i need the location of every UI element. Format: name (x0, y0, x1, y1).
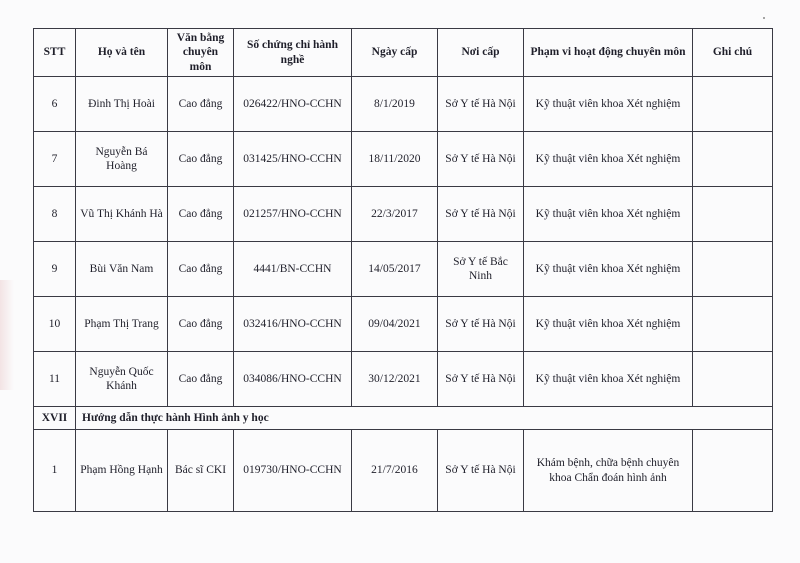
table-row (34, 187, 773, 242)
cell-name: Phạm Thị Trang (76, 297, 168, 352)
cell-place: Sở Y tế Hà Nội (438, 132, 524, 187)
cell-place: Sở Y tế Hà Nội (438, 352, 524, 407)
table-row (34, 77, 773, 132)
cell-note (693, 242, 773, 297)
cell-date: 21/7/2016 (352, 430, 438, 512)
cell-stt: 10 (34, 297, 76, 352)
cell-degree: Cao đẳng (168, 132, 234, 187)
cell-degree: Cao đẳng (168, 187, 234, 242)
cell-cert: 031425/HNO-CCHN (234, 132, 352, 187)
cell-scope: Kỹ thuật viên khoa Xét nghiệm (524, 77, 693, 132)
cell-note (693, 187, 773, 242)
cell-date: 14/05/2017 (352, 242, 438, 297)
cell-scope: Kỹ thuật viên khoa Xét nghiệm (524, 297, 693, 352)
cell-name: Nguyễn Bá Hoàng (76, 132, 168, 187)
table-row (34, 430, 773, 512)
section-title: Hướng dẫn thực hành Hình ảnh y học (76, 407, 773, 430)
cell-scope: Kỹ thuật viên khoa Xét nghiệm (524, 352, 693, 407)
cell-scope: Khám bệnh, chữa bệnh chuyên khoa Chẩn đoán hình ảnh (524, 430, 693, 512)
cell-cert: 4441/BN-CCHN (234, 242, 352, 297)
cell-place: Sở Y tế Hà Nội (438, 77, 524, 132)
cell-date: 22/3/2017 (352, 187, 438, 242)
cell-date: 09/04/2021 (352, 297, 438, 352)
cell-place: Sở Y tế Hà Nội (438, 187, 524, 242)
cell-scope: Kỹ thuật viên khoa Xét nghiệm (524, 132, 693, 187)
cell-stt: 9 (34, 242, 76, 297)
cell-stt: 7 (34, 132, 76, 187)
cell-cert: 026422/HNO-CCHN (234, 77, 352, 132)
header-place: Nơi cấp (438, 29, 524, 77)
cell-cert: 021257/HNO-CCHN (234, 187, 352, 242)
cell-stt: 6 (34, 77, 76, 132)
cell-place: Sở Y tế Hà Nội (438, 430, 524, 512)
cell-stt: 11 (34, 352, 76, 407)
table-row (34, 297, 773, 352)
header-date: Ngày cấp (352, 29, 438, 77)
section-number: XVII (34, 407, 76, 430)
header-stt: STT (34, 29, 76, 77)
scan-edge-mark (0, 280, 14, 390)
cell-place: Sở Y tế Bắc Ninh (438, 242, 524, 297)
cell-name: Bùi Văn Nam (76, 242, 168, 297)
cell-date: 30/12/2021 (352, 352, 438, 407)
scan-speck (763, 17, 765, 19)
cell-name: Đinh Thị Hoài (76, 77, 168, 132)
cell-degree: Cao đẳng (168, 242, 234, 297)
cell-degree: Cao đẳng (168, 297, 234, 352)
header-name: Họ và tên (76, 29, 168, 77)
cell-stt: 8 (34, 187, 76, 242)
header-degree: Văn bằng chuyên môn (168, 29, 234, 77)
cell-cert: 032416/HNO-CCHN (234, 297, 352, 352)
cell-stt: 1 (34, 430, 76, 512)
staff-table (33, 28, 773, 512)
cell-scope: Kỹ thuật viên khoa Xét nghiệm (524, 187, 693, 242)
header-scope: Phạm vi hoạt động chuyên môn (524, 29, 693, 77)
cell-name: Nguyễn Quốc Khánh (76, 352, 168, 407)
cell-date: 8/1/2019 (352, 77, 438, 132)
cell-name: Vũ Thị Khánh Hà (76, 187, 168, 242)
cell-note (693, 77, 773, 132)
table-header-row (34, 29, 773, 77)
header-note: Ghi chú (693, 29, 773, 77)
cell-note (693, 132, 773, 187)
cell-name: Phạm Hồng Hạnh (76, 430, 168, 512)
section-header-row (34, 407, 773, 430)
cell-scope: Kỹ thuật viên khoa Xét nghiệm (524, 242, 693, 297)
table-row (34, 132, 773, 187)
cell-note (693, 352, 773, 407)
header-cert: Số chứng chỉ hành nghề (234, 29, 352, 77)
cell-note (693, 297, 773, 352)
cell-degree: Cao đẳng (168, 352, 234, 407)
cell-place: Sở Y tế Hà Nội (438, 297, 524, 352)
cell-degree: Bác sĩ CKI (168, 430, 234, 512)
table-row (34, 352, 773, 407)
table-row (34, 242, 773, 297)
cell-degree: Cao đẳng (168, 77, 234, 132)
cell-cert: 034086/HNO-CCHN (234, 352, 352, 407)
cell-cert: 019730/HNO-CCHN (234, 430, 352, 512)
cell-note (693, 430, 773, 512)
cell-date: 18/11/2020 (352, 132, 438, 187)
